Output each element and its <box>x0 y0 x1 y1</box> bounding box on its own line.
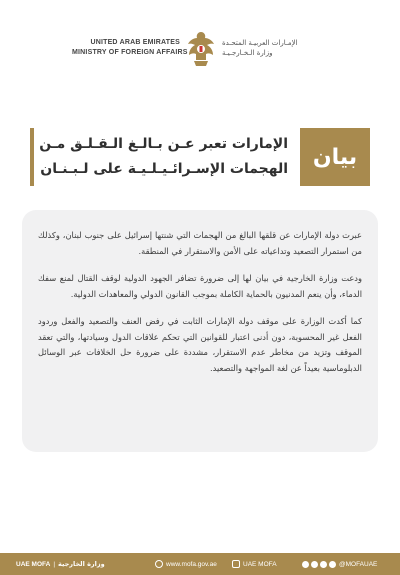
instagram-icon[interactable] <box>311 561 318 568</box>
statement-title <box>38 132 288 182</box>
footer-separator: | <box>53 560 56 568</box>
footer-brand-ar: وزارة الخارجية <box>58 560 105 568</box>
footer-brand-en: UAE MOFA <box>16 560 51 568</box>
uae-falcon-emblem-icon <box>184 30 218 68</box>
header <box>0 22 400 82</box>
statement-badge: بيان <box>300 128 370 186</box>
body-paragraph-1: عبرت دولة الإمارات عن قلقها البالغ من الهجمات التي شنتها إسرائيل على جنوب لبنان، وكذلك من استمرار التصعيد وتداعياته على الأمن والاستقرار في المنطقة. <box>38 230 362 256</box>
ministry-name-arabic-line: وزارة الـخـارجـيـة <box>222 49 273 57</box>
country-name-arabic: الإمـارات العربيـة المتحـدة <box>222 39 298 47</box>
title-line-1: الإمارات تعبر عـن بـالـغ الـقـلـق مـن <box>39 136 288 152</box>
ministry-name-english <box>72 38 188 58</box>
footer-app[interactable] <box>232 553 277 575</box>
ministry-name-arabic <box>222 38 330 58</box>
youtube-icon[interactable] <box>329 561 336 568</box>
accent-bar <box>30 128 34 186</box>
app-label[interactable]: UAE MOFA <box>243 560 277 568</box>
footer-brand <box>16 553 105 575</box>
ministry-name-english-line: MINISTRY OF FOREIGN AFFAIRS <box>72 49 188 56</box>
body-paragraph-2: ودعت وزارة الخارجية في بيان لها إلى ضرورة تضافر الجهود الدولية لوقف القتال لمنع سفك الدماء، وأن ينعم المدنيون بالحماية الكاملة بموجب القانون الدولي والمعاهدات الدولية. <box>38 273 362 299</box>
footer-bar <box>0 553 400 575</box>
body-paragraph-3: كما أكدت الوزارة على موقف دولة الإمارات الثابت في رفض العنف والتصعيد والفعل وردود الفعل غير المحسوبة، دون أدنى اعتبار للقوانين التي تحكم علاقات الدول وسيادتها، والتي تعقد الموقف وتزيد من مخاطر عدم الاستقرار، مشددة على ضرورة حل الخلافات عبر الوسائل الدبلوماسية بعيداً عن لغة المواجهة والتصعيد. <box>38 316 362 373</box>
social-icons <box>302 561 336 568</box>
social-handle[interactable]: @MOFAUAE <box>339 560 378 568</box>
footer-social[interactable] <box>302 553 377 575</box>
facebook-icon[interactable] <box>320 561 327 568</box>
title-line-2: الهجمات الإسـرائـيـلـيـة على لـبـنـان <box>40 161 288 177</box>
country-name-english: UNITED ARAB EMIRATES <box>90 39 180 46</box>
title-section <box>30 128 370 186</box>
app-icon <box>232 560 240 568</box>
footer-website[interactable] <box>155 553 217 575</box>
website-url[interactable]: www.mofa.gov.ae <box>166 560 217 568</box>
globe-icon <box>155 560 163 568</box>
statement-body-card <box>22 210 378 452</box>
x-icon[interactable] <box>302 561 309 568</box>
